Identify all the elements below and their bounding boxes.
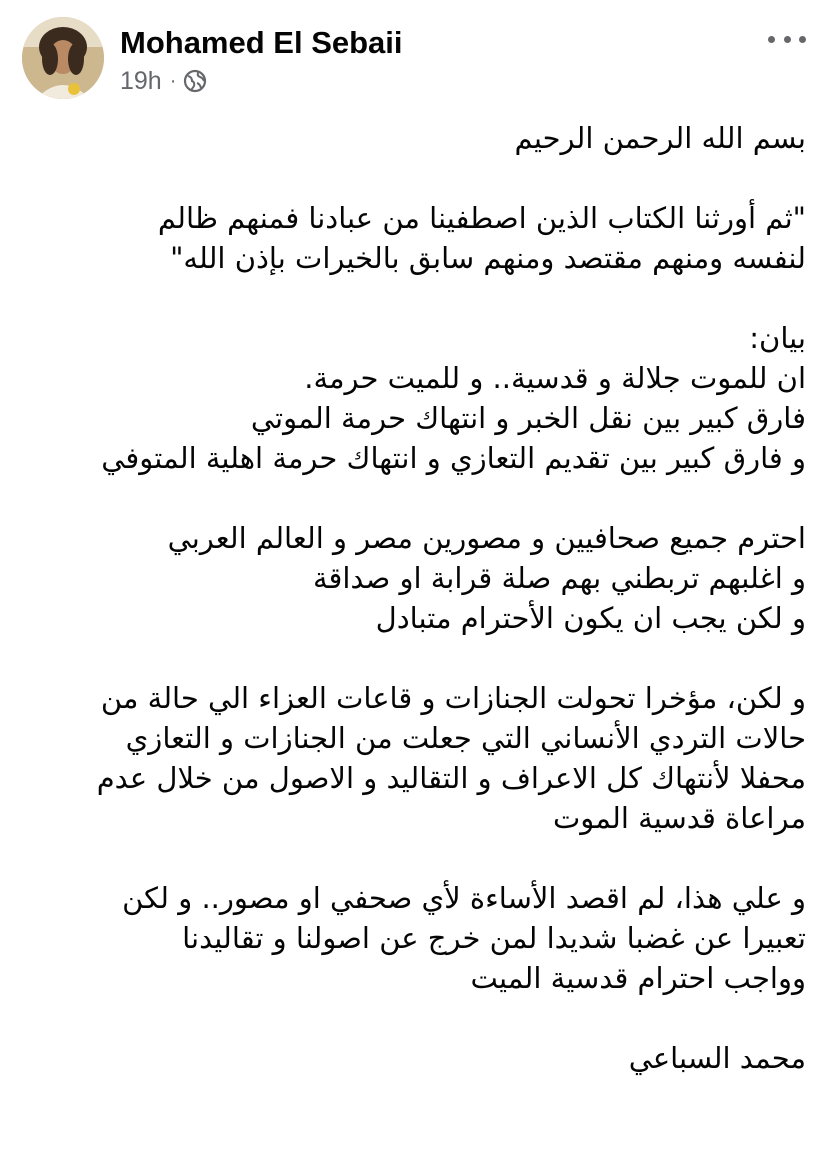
post-line: حالات التردي الأنساني التي جعلت من الجنازات و التعازي	[125, 721, 806, 755]
avatar-photo	[22, 17, 104, 99]
post-line: محمد السباعي	[628, 1041, 806, 1075]
post-line: فارق كبير بين نقل الخبر و انتهاك حرمة الموتي	[250, 401, 806, 435]
post-timestamp[interactable]: 19h	[120, 66, 162, 95]
avatar[interactable]	[22, 17, 104, 99]
post-line: وواجب احترام قدسية الميت	[470, 961, 806, 995]
post-line: محفلا لأنتهاك كل الاعراف و التقاليد و الاصول من خلال عدم	[96, 761, 806, 795]
post-line: بيان:	[749, 321, 806, 355]
post-line: احترم جميع صحافيين و مصورين مصر و العالم العربي	[167, 521, 806, 555]
paragraph-gap	[30, 638, 806, 678]
post-line: مراعاة قدسية الموت	[553, 801, 806, 835]
meta-separator: ·	[169, 70, 177, 92]
post-header	[22, 17, 812, 101]
paragraph-gap	[30, 158, 806, 198]
post-meta	[120, 67, 207, 95]
more-options-icon[interactable]	[768, 29, 806, 49]
more-dot	[799, 36, 806, 43]
post-line: و علي هذا، لم اقصد الأساءة لأي صحفي او مصور.. و لكن	[122, 881, 806, 915]
post-line: بسم الله الرحمن الرحيم	[514, 121, 806, 155]
paragraph-gap	[30, 838, 806, 878]
author-name[interactable]: Mohamed El Sebaii	[120, 25, 403, 60]
paragraph-gap	[30, 998, 806, 1038]
post-line: ان للموت جلالة و قدسية.. و للميت حرمة.	[304, 361, 806, 395]
post-text	[30, 118, 806, 1078]
paragraph-gap	[30, 278, 806, 318]
post-line: و اغلبهم تربطني بهم صلة قرابة او صداقة	[312, 561, 806, 595]
post-line: و لكن، مؤخرا تحولت الجنازات و قاعات العزاء الي حالة من	[100, 681, 806, 715]
more-dot	[784, 36, 791, 43]
post-line: و لكن يجب ان يكون الأحترام متبادل	[375, 601, 806, 635]
post-line: تعبيرا عن غضبا شديدا لمن خرج عن اصولنا و تقاليدنا	[182, 921, 806, 955]
paragraph-gap	[30, 478, 806, 518]
more-dot	[768, 36, 775, 43]
post-line: و فارق كبير بين تقديم التعازي و انتهاك حرمة اهلية المتوفي	[101, 441, 806, 475]
post-line: لنفسه ومنهم مقتصد ومنهم سابق بالخيرات بإذن الله"	[170, 241, 806, 275]
post-line: "ثم أورثنا الكتاب الذين اصطفينا من عبادنا فمنهم ظالم	[157, 201, 806, 235]
globe-icon[interactable]	[183, 69, 207, 93]
